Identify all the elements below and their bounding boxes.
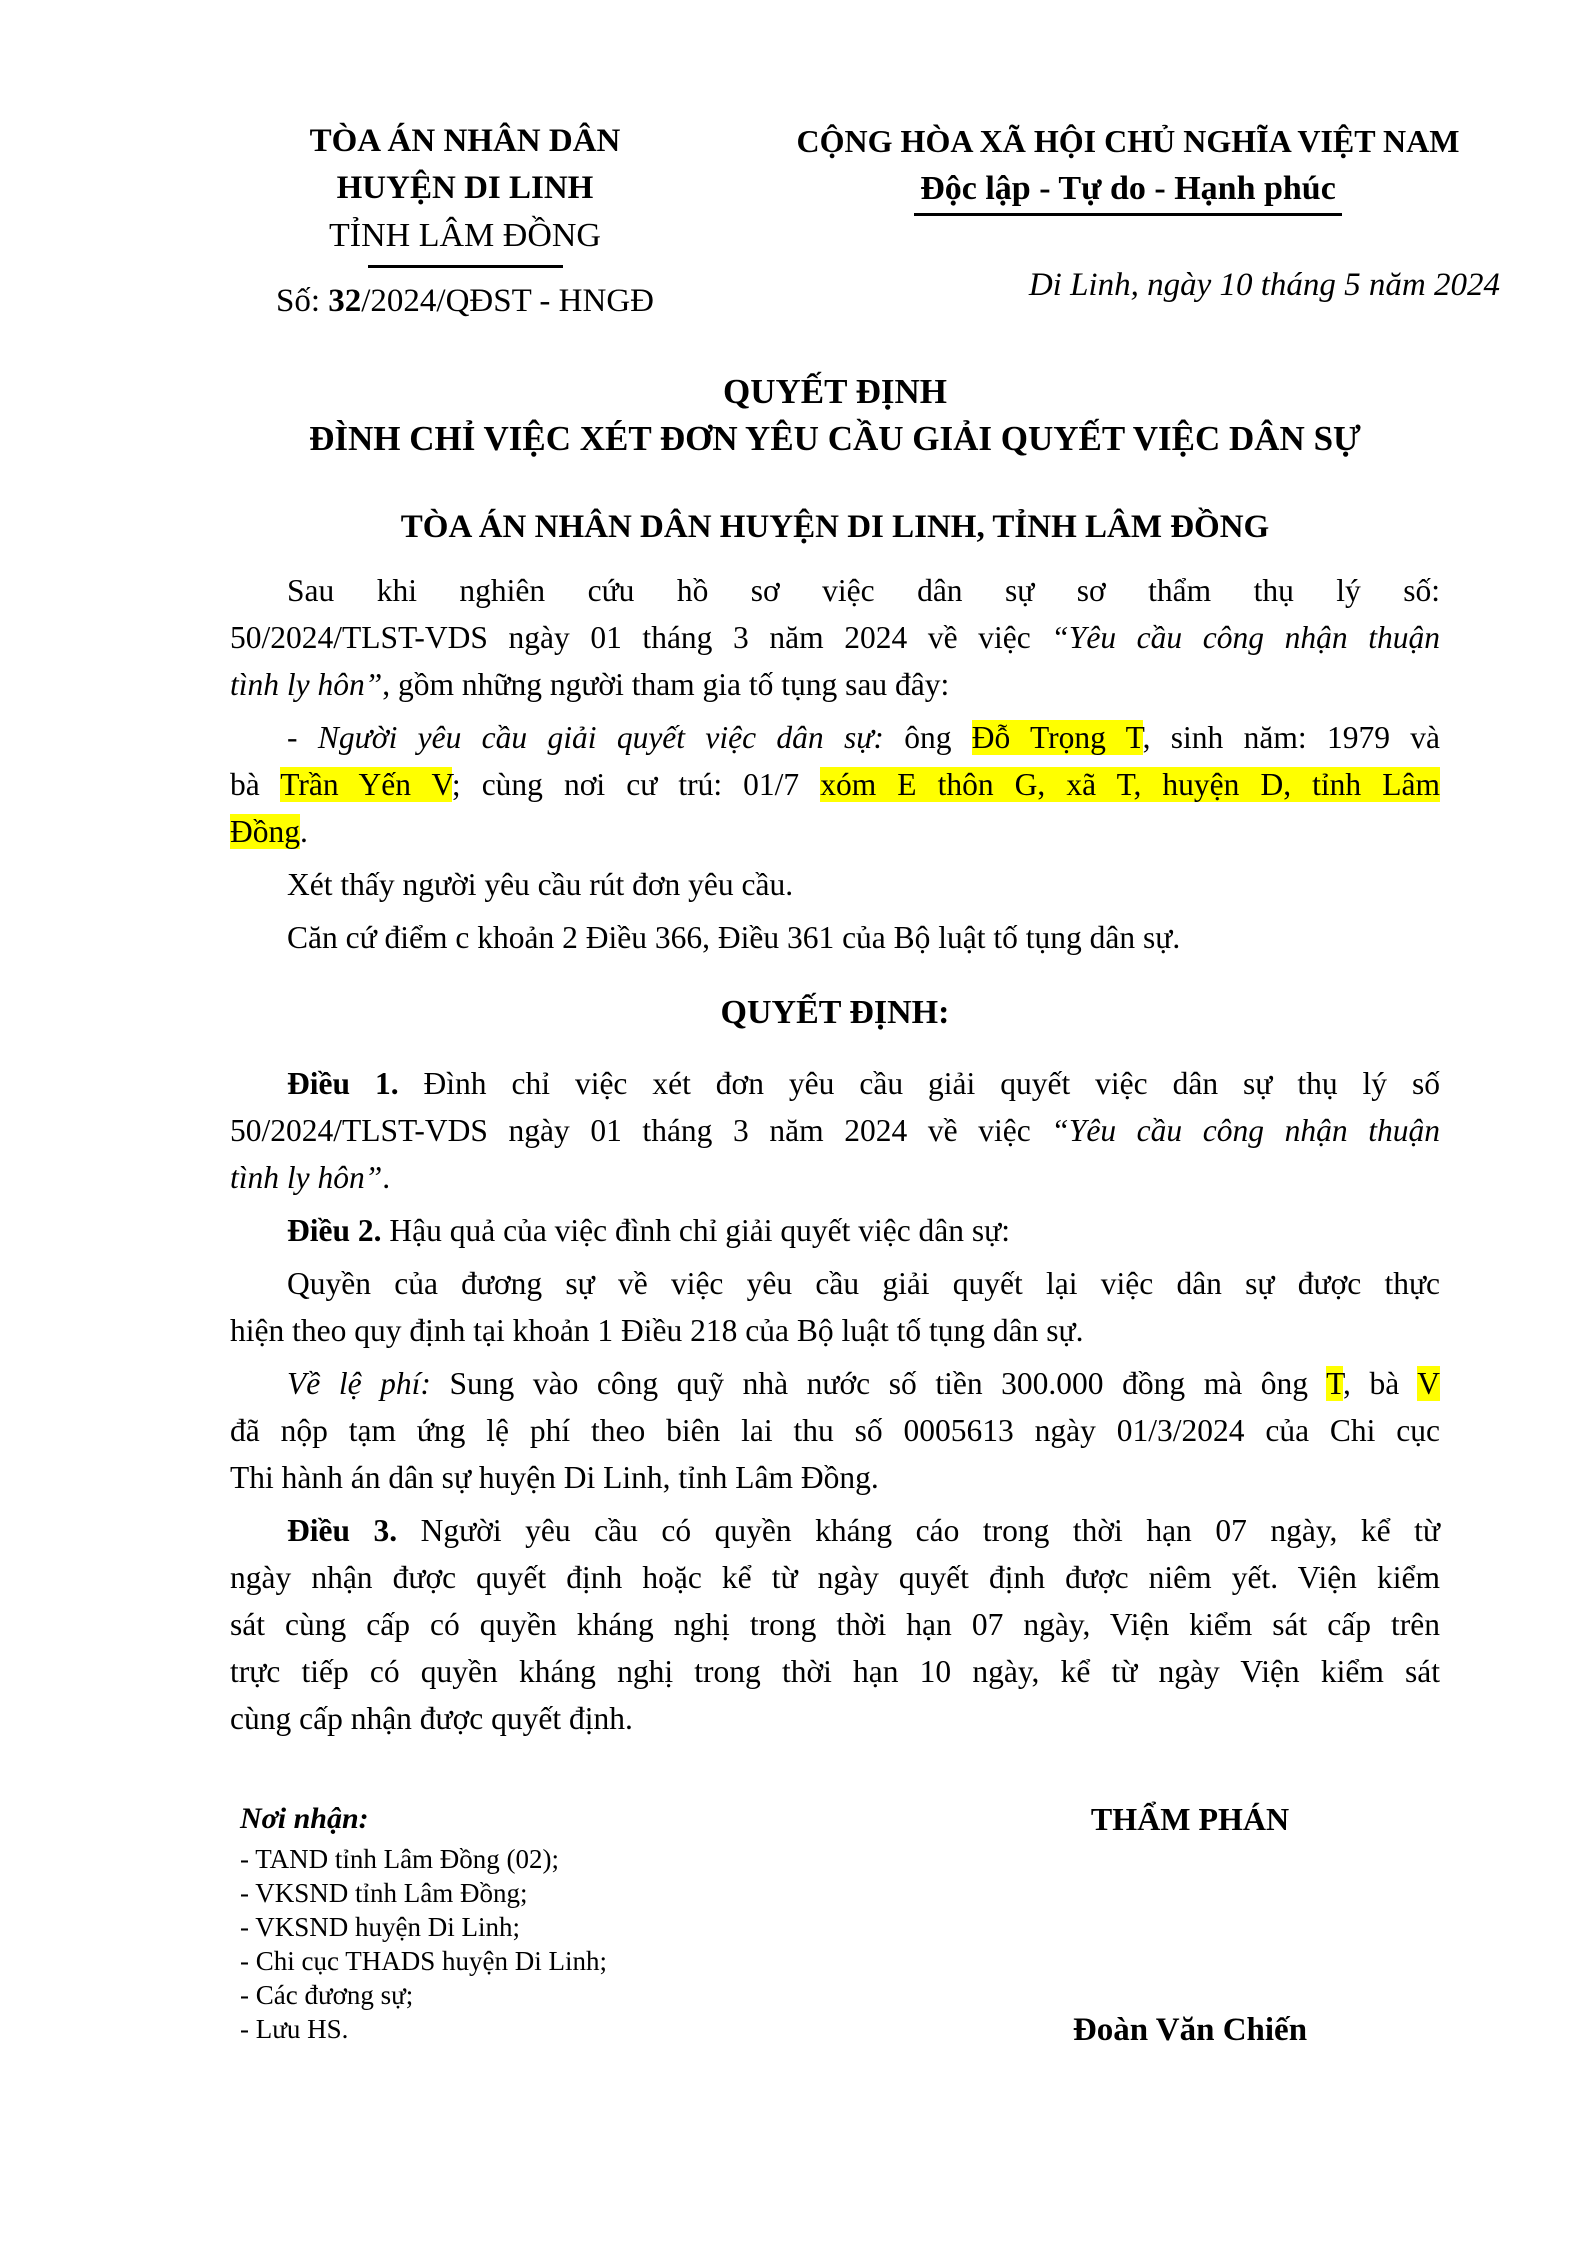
text-run: trực tiếp có quyền kháng nghị trong thời hạn 10 ngày, kể từ ngày Viện kiểm sát [230, 1654, 1440, 1689]
text-run: Căn cứ điểm c khoản 2 Điều 366, Điều 361 của Bộ luật tố tụng dân sự. [287, 920, 1181, 955]
text-run: Điều 1. [287, 1066, 424, 1101]
decision-section-heading: QUYẾT ĐỊNH: [720, 994, 950, 1031]
text-run: Quyền của đương sự về việc yêu cầu giải quyết lại việc dân sự được thực [287, 1266, 1440, 1301]
text-run: Đình chỉ việc xét đơn yêu cầu giải quyết việc dân sự thụ lý số [423, 1066, 1440, 1101]
text-run: Điều 3. [287, 1513, 421, 1548]
text-run: ngày nhận được quyết định hoặc kể từ ngày quyết định được niêm yết. Viện kiểm [230, 1560, 1440, 1595]
national-motto-block [750, 118, 1506, 216]
signature-block [965, 1800, 1415, 2050]
paragraph-line [230, 1454, 1440, 1501]
court-name-line2: HUYỆN DI LINH [336, 170, 594, 206]
paragraph [230, 861, 1440, 908]
text-run: Người yêu cầu có quyền kháng cáo trong thời hạn 07 ngày, kể từ [420, 1513, 1440, 1548]
text-run: , bà [1343, 1366, 1418, 1401]
text-run: Về lệ phí: [287, 1366, 450, 1401]
republic-title: CỘNG HÒA XÃ HỘI CHỦ NGHĨA VIỆT NAM [796, 123, 1460, 159]
paragraph-line [230, 914, 1440, 961]
text-run: Hậu quả của việc đình chỉ giải quyết việc dân sự: [389, 1213, 1010, 1248]
signer-title: THẨM PHÁN [1090, 1801, 1290, 1837]
text-run: ; cùng nơi cư trú: 01/7 [451, 767, 821, 802]
text-run: “Yêu cầu công nhận thuận [1051, 620, 1440, 655]
highlighted-text: xóm E thôn G, xã T, huyện D, tỉnh Lâm [820, 767, 1440, 802]
paragraph-line [230, 1554, 1440, 1601]
paragraph-line [230, 1507, 1440, 1554]
text-run: tình ly hôn” [230, 1160, 383, 1195]
paragraph-line [230, 1107, 1440, 1154]
case-number-value: 32 [328, 283, 362, 319]
paragraph-line [230, 1060, 1440, 1107]
recipients-list [240, 1842, 612, 2046]
text-run: Xét thấy người yêu cầu rút đơn yêu cầu. [287, 867, 794, 902]
paragraph-line [230, 614, 1440, 661]
paragraph-line [230, 1360, 1440, 1407]
recipient-item: - Chi cục THADS huyện Di Linh; [240, 1946, 607, 1976]
paragraph-line [230, 1601, 1440, 1648]
text-run: sát cùng cấp có quyền kháng nghị trong thời hạn 07 ngày, Viện kiểm sát cấp trên [230, 1607, 1440, 1642]
text-run: 50/2024/TLST-VDS ngày 01 tháng 3 năm 2024 về việc [230, 1113, 1052, 1148]
signer-name: Đoàn Văn Chiến [1072, 2012, 1308, 2048]
paragraph [230, 714, 1440, 855]
paragraph [230, 914, 1440, 961]
recipients-label: Nơi nhận: [240, 1802, 369, 1835]
case-number [240, 278, 690, 325]
text-run: Thi hành án dân sự huyện Di Linh, tỉnh Lâm Đồng. [230, 1460, 879, 1495]
document-body [230, 567, 1440, 1742]
paragraph-line [230, 1207, 1440, 1254]
paragraph-line [230, 1407, 1440, 1454]
paragraph-line [230, 1695, 1440, 1742]
paragraph-line [230, 714, 1440, 761]
paragraph-line [230, 1260, 1440, 1307]
document-header [0, 0, 1586, 360]
text-run: , sinh năm: 1979 và [1142, 720, 1440, 755]
highlighted-text: Trần Yến V [280, 767, 452, 802]
paragraph-line [230, 808, 1440, 855]
recipient-item: - Lưu HS. [240, 2014, 349, 2044]
recipient-item: - TAND tỉnh Lâm Đồng (02); [240, 1844, 560, 1874]
text-run: hiện theo quy định tại khoản 1 Điều 218 của Bộ luật tố tụng dân sự. [230, 1313, 1084, 1348]
paragraph-line [230, 567, 1440, 614]
text-run: - Người yêu cầu giải quyết việc dân sự: [287, 720, 905, 755]
highlighted-text: V [1417, 1366, 1440, 1401]
text-run: Sau khi nghiên cứu hồ sơ việc dân sự sơ thẩm thụ lý số: [287, 573, 1440, 608]
republic-motto-text: Độc lập - Tự do - Hạnh phúc [914, 169, 1342, 216]
paragraph [230, 567, 1440, 708]
paragraph [230, 1060, 1440, 1201]
highlighted-text: Đồng [230, 814, 300, 849]
paragraph-line [230, 761, 1440, 808]
text-run: “Yêu cầu công nhận thuận [1051, 1113, 1440, 1148]
republic-motto [750, 165, 1506, 216]
text-run: Sung vào công quỹ nhà nước số tiền 300.000 đồng mà ông [449, 1366, 1327, 1401]
document-footer [0, 1800, 1586, 2130]
paragraph [230, 1360, 1440, 1501]
document-type-title: QUYẾT ĐỊNH [723, 372, 947, 411]
highlighted-text: Đỗ Trọng T [971, 720, 1143, 755]
recipient-item: - VKSND huyện Di Linh; [240, 1912, 520, 1942]
text-run: tình ly hôn” [230, 667, 383, 702]
paragraph [230, 1260, 1440, 1354]
issuing-court-block [240, 118, 690, 325]
text-run: , gồm những người tham gia tố tụng sau đây: [382, 667, 950, 702]
text-run: ông [904, 720, 972, 755]
text-run: bà [230, 767, 281, 802]
body-paragraphs-articles [230, 1060, 1440, 1742]
text-run: Điều 2. [287, 1213, 390, 1248]
text-run: cùng cấp nhận được quyết định. [230, 1701, 633, 1736]
paragraph-line [230, 1307, 1440, 1354]
paragraph-line [230, 861, 1440, 908]
text-run: 50/2024/TLST-VDS ngày 01 tháng 3 năm 2024 về việc [230, 620, 1052, 655]
paragraph [230, 1207, 1440, 1254]
highlighted-text: T [1326, 1366, 1343, 1401]
issuer-heading: TÒA ÁN NHÂN DÂN HUYỆN DI LINH, TỈNH LÂM ĐỒNG [400, 509, 1270, 545]
body-paragraphs-preamble [230, 567, 1440, 961]
paragraph [230, 1507, 1440, 1742]
case-number-suffix: /2024/QĐST - HNGĐ [361, 283, 654, 319]
place-and-date-line: Di Linh, ngày 10 tháng 5 năm 2024 [1028, 267, 1500, 303]
recipient-item: - Các đương sự; [240, 1980, 414, 2010]
paragraph-line [230, 1154, 1440, 1201]
text-run: đã nộp tạm ứng lệ phí theo biên lai thu số 0005613 ngày 01/3/2024 của Chi cục [230, 1413, 1440, 1448]
court-name-line1: TÒA ÁN NHÂN DÂN [309, 123, 621, 159]
text-run: . [382, 1160, 391, 1195]
text-run: . [300, 814, 308, 849]
recipients-block [240, 1800, 612, 2046]
paragraph-line [230, 1648, 1440, 1695]
recipient-item: - VKSND tỉnh Lâm Đồng; [240, 1878, 528, 1908]
paragraph-line [230, 661, 1440, 708]
court-name-line3: TỈNH LÂM ĐỒNG [329, 217, 601, 254]
document-title-block [230, 368, 1440, 462]
court-block-rule [368, 265, 563, 268]
case-number-prefix: Số: [275, 283, 329, 319]
document-subject-title: ĐÌNH CHỈ VIỆC XÉT ĐƠN YÊU CẦU GIẢI QUYẾT VIỆC DÂN SỰ [309, 419, 1361, 458]
